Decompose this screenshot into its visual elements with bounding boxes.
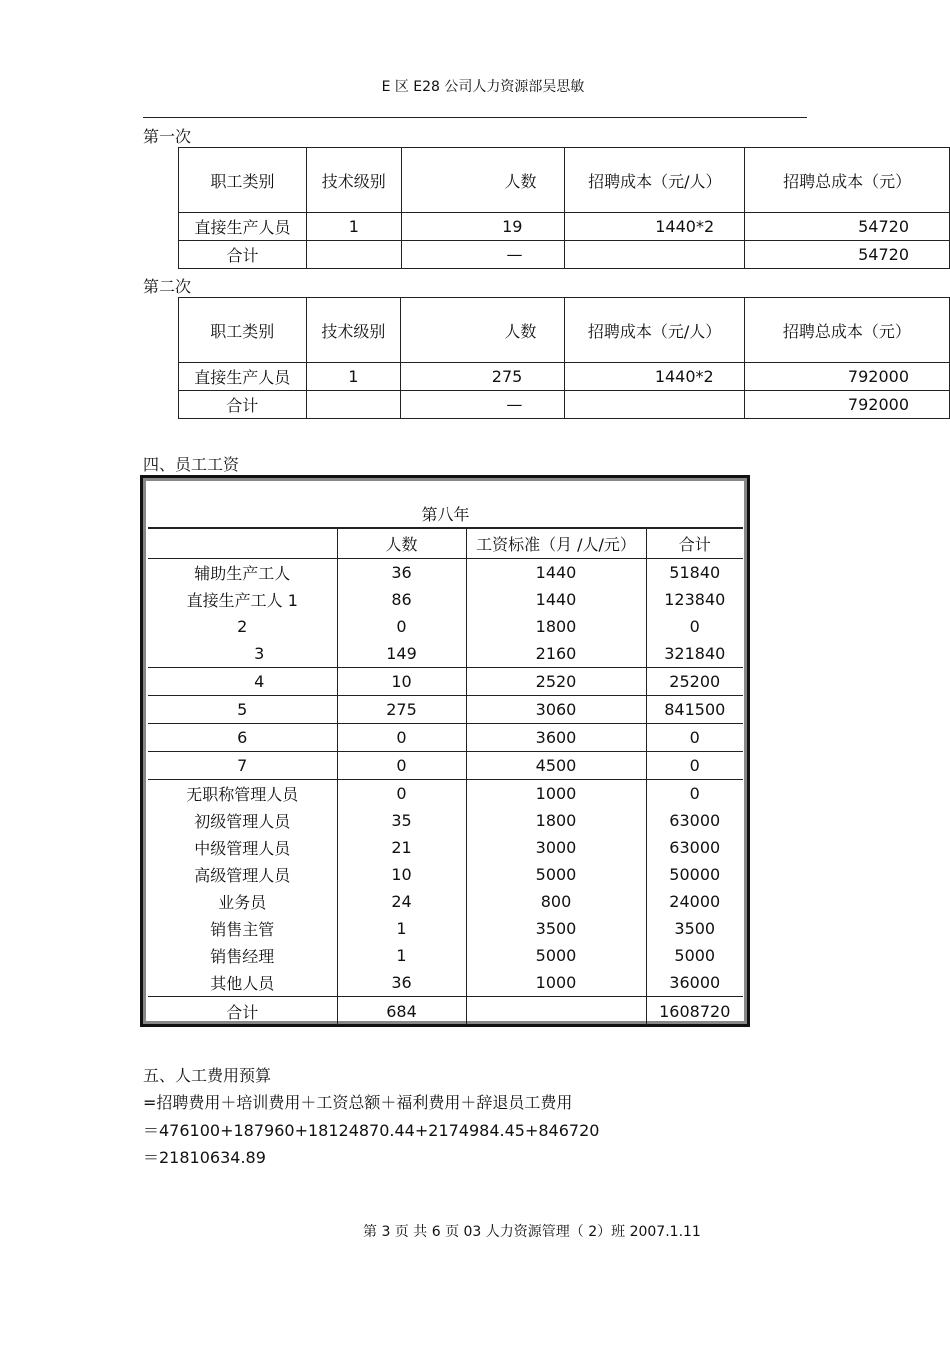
cell-count: 275 (401, 363, 565, 391)
table-row (148, 640, 743, 668)
col-header-total-cost: 招聘总成本（元） (744, 298, 949, 363)
salary-year-title: 第八年 (148, 483, 743, 528)
cell-count: 1 (337, 915, 466, 942)
cell-total-sum: 1608720 (646, 997, 743, 1026)
cell-standard: 1440 (466, 559, 646, 587)
col-header-level: 技术级别 (306, 148, 401, 213)
cell-level: 1 (306, 213, 401, 241)
cell-label: 3 (254, 644, 265, 663)
col-header-unit-cost: 招聘成本（元/人） (565, 298, 744, 363)
table-row (148, 942, 743, 969)
cell-label: 高级管理人员 (194, 866, 291, 885)
table-row (148, 807, 743, 834)
cell-empty (565, 241, 745, 269)
cell-count: 10 (337, 861, 466, 888)
cell-total-label: 合计 (179, 241, 307, 269)
cell-standard: 3500 (466, 915, 646, 942)
cell-standard: 1000 (466, 969, 646, 997)
cell-count: 24 (337, 888, 466, 915)
col-header-total-cost: 招聘总成本（元） (745, 148, 950, 213)
cell-category: 直接生产人员 (179, 363, 307, 391)
cell-count: 275 (337, 696, 466, 724)
recruit-table-second (178, 297, 950, 419)
cell-empty (306, 391, 400, 419)
cell-total: 5000 (646, 942, 743, 969)
salary-header-row (148, 528, 743, 559)
col-header-count: 人数 (401, 148, 565, 213)
table-row (148, 888, 743, 915)
cell-category: 直接生产人员 (179, 213, 307, 241)
cell-total-count: — (401, 391, 565, 419)
cell-label: 中级管理人员 (194, 839, 291, 858)
cell-label: 6 (148, 724, 337, 752)
cell-empty (565, 391, 744, 419)
cell-unit-cost: 1440*2 (565, 213, 745, 241)
cell-total: 63000 (646, 807, 743, 834)
recruit-table-first (178, 147, 950, 269)
cell-count: 0 (337, 780, 466, 808)
table-row (148, 586, 743, 613)
table-row (148, 559, 743, 587)
cell-total-label: 合计 (148, 997, 337, 1026)
col-header-level: 技术级别 (306, 298, 400, 363)
cell-total-cost: 54720 (745, 213, 950, 241)
cell-label: 4 (148, 668, 337, 696)
cell-total-cost-sum: 54720 (745, 241, 950, 269)
table-row (148, 780, 743, 808)
col-header-total: 合计 (646, 528, 743, 559)
salary-title-row (148, 483, 743, 528)
cell-unit-cost: 1440*2 (565, 363, 744, 391)
cell-standard: 1800 (466, 613, 646, 640)
cell-count: 149 (337, 640, 466, 668)
cell-standard: 1440 (466, 586, 646, 613)
cell-count: 86 (337, 586, 466, 613)
col-header-category: 职工类别 (179, 298, 307, 363)
cell-total: 24000 (646, 888, 743, 915)
table-row (148, 969, 743, 997)
cell-label: 直接生产工人 1 (186, 591, 298, 610)
cell-count: 1 (337, 942, 466, 969)
cell-total: 0 (646, 613, 743, 640)
cell-standard: 4500 (466, 752, 646, 780)
cell-total: 63000 (646, 834, 743, 861)
section-label-first: 第一次 (143, 127, 192, 146)
col-header-unit-cost: 招聘成本（元/人） (565, 148, 745, 213)
table-row (148, 668, 743, 696)
cell-count: 10 (337, 668, 466, 696)
section-label-second: 第二次 (143, 277, 192, 296)
budget-formula-line: =招聘费用＋培训费用＋工资总额＋福利费用＋辞退员工费用 (143, 1093, 573, 1112)
cell-count: 36 (337, 969, 466, 997)
table-row (148, 834, 743, 861)
col-header-standard: 工资标准（月 /人/元） (466, 528, 646, 559)
table-row (148, 915, 743, 942)
header-rule (143, 117, 807, 118)
col-header-count: 人数 (337, 528, 466, 559)
cell-total: 0 (646, 724, 743, 752)
cell-total-cost-sum: 792000 (744, 391, 949, 419)
cell-standard: 3060 (466, 696, 646, 724)
col-header-blank (148, 528, 337, 559)
table-total-row (148, 997, 743, 1026)
cell-total-cost: 792000 (744, 363, 949, 391)
cell-label: 销售经理 (210, 947, 275, 966)
cell-count: 19 (401, 213, 565, 241)
cell-label: 2 (237, 617, 248, 636)
table-row (148, 724, 743, 752)
cell-count: 0 (337, 613, 466, 640)
cell-standard: 2160 (466, 640, 646, 668)
page-footer: 第 3 页 共 6 页 03 人力资源管理（ 2）班 2007.1.11 (363, 1224, 701, 1240)
table-row (148, 752, 743, 780)
table-row (148, 696, 743, 724)
cell-empty (306, 241, 401, 269)
cell-total: 0 (646, 752, 743, 780)
cell-standard: 3000 (466, 834, 646, 861)
cell-standard: 3600 (466, 724, 646, 752)
table-row (148, 613, 743, 640)
cell-total: 0 (646, 780, 743, 808)
cell-standard: 2520 (466, 668, 646, 696)
budget-result-line: ＝21810634.89 (143, 1148, 266, 1167)
cell-count: 0 (337, 752, 466, 780)
budget-values-line: ＝476100+187960+18124870.44+2174984.45+846720 (143, 1121, 600, 1140)
table-total-row (179, 391, 950, 419)
cell-label: 5 (148, 696, 337, 724)
page-header: E 区 E28 公司人力资源部吴思敏 (381, 79, 585, 95)
cell-count: 21 (337, 834, 466, 861)
section-title-salary: 四、员工工资 (143, 455, 240, 474)
cell-standard: 1800 (466, 807, 646, 834)
cell-total-count: 684 (337, 997, 466, 1026)
cell-count: 36 (337, 559, 466, 587)
cell-label: 无职称管理人员 (148, 780, 337, 808)
cell-label: 销售主管 (210, 920, 275, 939)
cell-total: 123840 (646, 586, 743, 613)
cell-standard: 1000 (466, 780, 646, 808)
cell-standard: 800 (466, 888, 646, 915)
cell-standard: 5000 (466, 942, 646, 969)
cell-count: 35 (337, 807, 466, 834)
cell-total-label: 合计 (179, 391, 307, 419)
table-row (179, 213, 950, 241)
cell-total: 321840 (646, 640, 743, 668)
cell-total-count: — (401, 241, 565, 269)
table-row (179, 363, 950, 391)
cell-total: 25200 (646, 668, 743, 696)
col-header-category: 职工类别 (179, 148, 307, 213)
cell-label: 业务员 (218, 893, 267, 912)
table-row (148, 861, 743, 888)
table-header-row (179, 148, 950, 213)
cell-standard: 5000 (466, 861, 646, 888)
cell-label: 7 (148, 752, 337, 780)
cell-total: 36000 (646, 969, 743, 997)
cell-total: 841500 (646, 696, 743, 724)
cell-total: 3500 (646, 915, 743, 942)
section-title-budget: 五、人工费用预算 (143, 1066, 272, 1085)
salary-table (148, 483, 743, 1025)
cell-total: 50000 (646, 861, 743, 888)
table-total-row (179, 241, 950, 269)
cell-label: 初级管理人员 (194, 812, 291, 831)
cell-label: 辅助生产工人 (194, 564, 291, 583)
cell-total-standard (466, 997, 646, 1026)
table-header-row (179, 298, 950, 363)
col-header-count: 人数 (401, 298, 565, 363)
cell-count: 0 (337, 724, 466, 752)
cell-level: 1 (306, 363, 400, 391)
cell-total: 51840 (646, 559, 743, 587)
cell-label: 其他人员 (210, 974, 275, 993)
